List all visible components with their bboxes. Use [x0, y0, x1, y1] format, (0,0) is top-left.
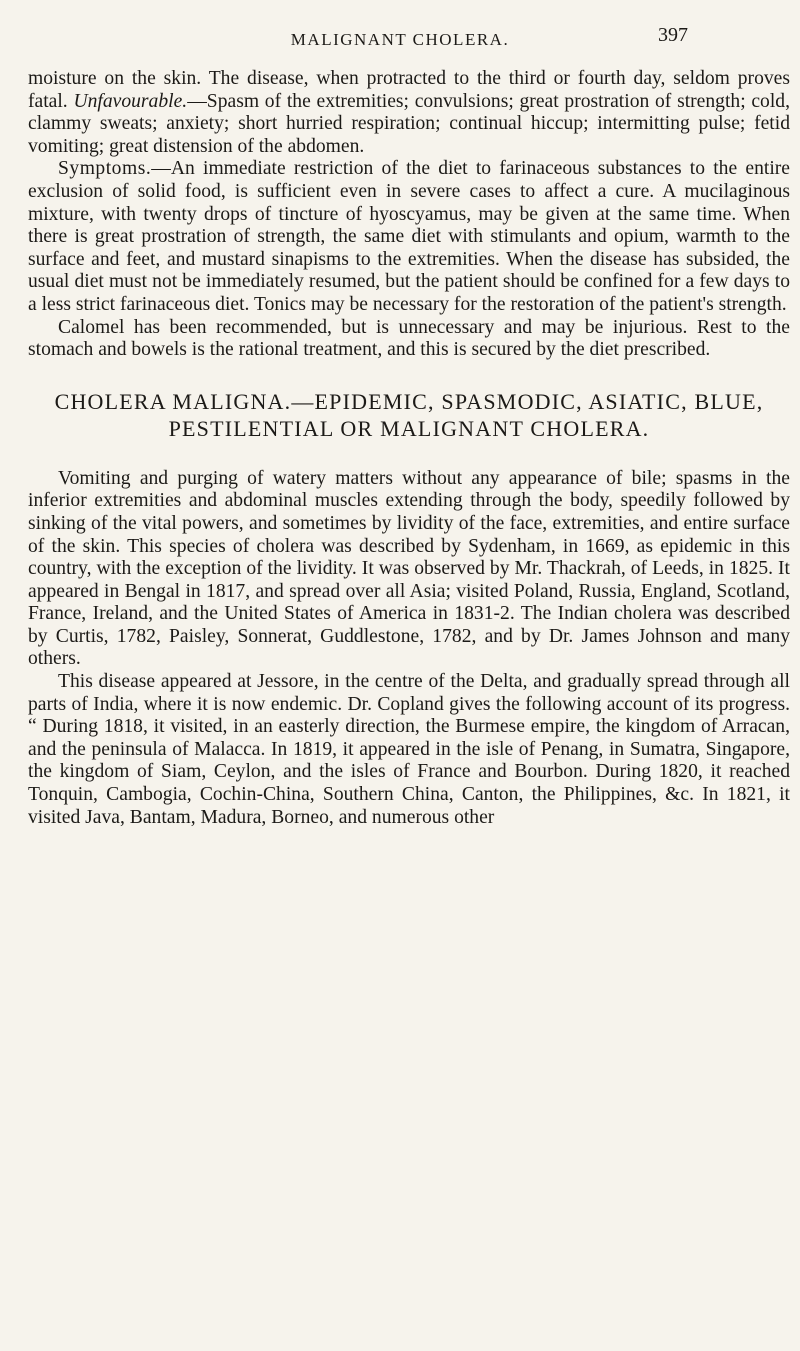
para3-text: —An immediate restriction of the diet to farinaceous substances to the entire exclusion of solid food, is sufficient even in severe cases to affect a cure. A mucilaginous mixture, with twenty drops of tincture of hyoscyamus, may be given at the same time. When there is great prostration of strength, the same diet with stimulants and opium, warmth to the surface and feet, and mustard sinapisms to the extremities. When the disease has subsided, the usual diet must not be immediately resumed, but the patient should be confined for a few days to a less strict farinaceous diet. Tonics may be necessary for the restoration of the patient's strength. [28, 158, 790, 315]
running-head: MALIGNANT CHOLERA. [290, 30, 510, 49]
paragraph-prognosis [28, 68, 790, 158]
paragraph-calomel: Calomel has been recommended, but is unnecessary and may be injurious. Rest to the stomach and bowels is the rational treatment, and this is secured by the diet prescribed. [28, 316, 790, 361]
paragraph-description: Vomiting and purging of watery matters without any appearance of bile; spasms in the inferior extremities and abdominal muscles extending through the body, speedily followed by sinking of the vital powers, and sometimes by lividity of the face, extremities, and entire surface of the skin. This species of cholera was described by Sydenham, in 1669, as epidemic in this country, with the exception of the lividity. It was observed by Mr. Thackrah, of Leeds, in 1825. It appeared in Bengal in 1817, and spread over all Asia; visited Poland, Russia, England, Scotland, France, Ireland, and the United States of America in 1831-2. The Indian cholera was described by Curtis, 1782, Paisley, Sonnerat, Guddlestone, 1782, and by Dr. James Johnson and many others. [28, 467, 790, 670]
para2-text: —Spasm of the extremities; convulsions; great prostration of strength; cold, clammy sweats; anxiety; short hurried respiration; continual hiccup; intermitting pulse; fetid vomiting; great distension of the abdomen. [28, 90, 790, 157]
page-number: 397 [658, 24, 688, 46]
para1-text: moisture on the skin. The disease, when protracted to the third or fourth day, seldom proves fatal. [28, 68, 790, 112]
paragraph-treatment [28, 158, 790, 316]
symptoms-label: Symptoms. [58, 158, 152, 180]
body-text [28, 68, 790, 829]
section-heading: CHOLERA MALIGNA.—EPIDEMIC, SPASMODIC, ASIATIC, BLUE, PESTILENTIAL OR MALIGNANT CHOLERA. [54, 388, 764, 441]
unfavourable-label: Unfavourable. [73, 90, 188, 112]
paragraph-history: This disease appeared at Jessore, in the centre of the Delta, and gradually spread through all parts of India, where it is now endemic. Dr. Copland gives the following account of its progress. “ During 1818, it visited, in an easterly direction, the Burmese empire, the kingdom of Arracan, and the peninsula of Malacca. In 1819, it appeared in the isle of Penang, in Sumatra, Singapore, the kingdom of Siam, Ceylon, and the isles of France and Bourbon. During 1820, it reached Tonquin, Cambogia, Cochin-China, Southern China, Canton, the Philippines, &c. In 1821, it visited Java, Bantam, Madura, Borneo, and numerous other [28, 671, 790, 828]
